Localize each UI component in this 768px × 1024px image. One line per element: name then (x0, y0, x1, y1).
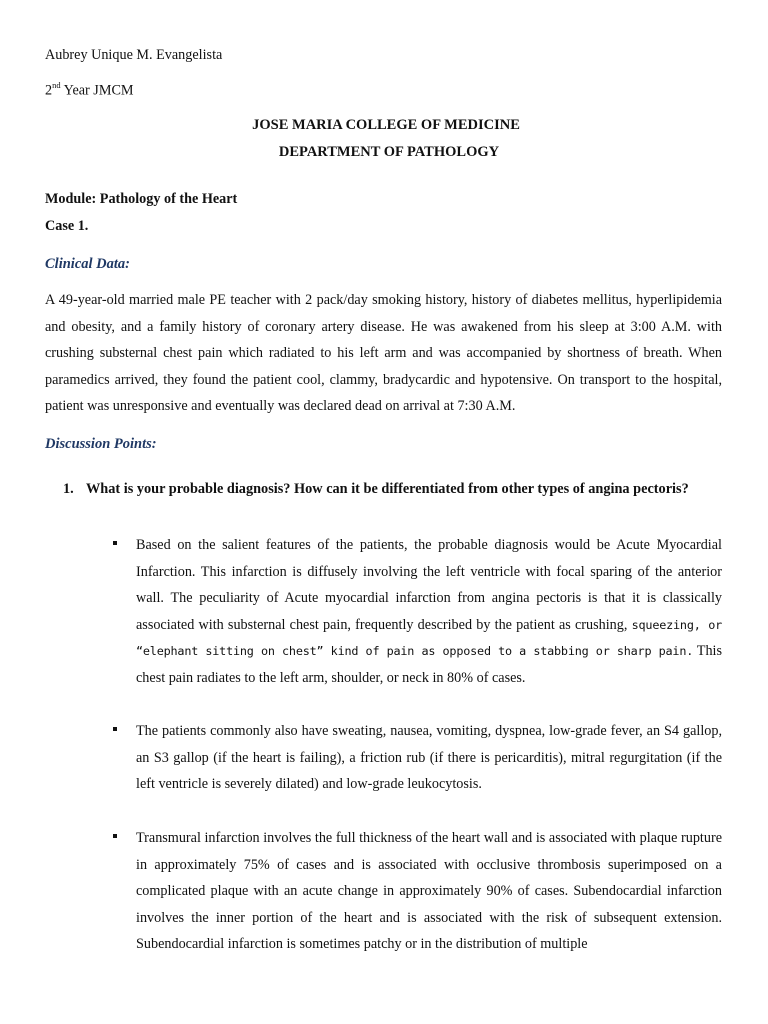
module-label: Module: Pathology of the Heart (45, 191, 238, 207)
square-bullet-icon (113, 727, 117, 731)
question-text: What is your probable diagnosis? How can it be differentiated from other types of angina pectoris? (86, 481, 689, 497)
bullet-text-part-3: This chest pain radiates to the left arm, shoulder, or neck in 80% of cases. (136, 643, 723, 686)
clinical-data-heading: Clinical Data: (45, 256, 130, 272)
square-bullet-icon (113, 541, 117, 545)
discussion-points-heading: Discussion Points: (45, 436, 157, 452)
bullet-text: The patients commonly also have sweating, nausea, vomiting, dyspnea, low-grade fever, an S4 gallop, an S3 gallop (if the heart is failing), a friction rub (if there is pericarditis), mitral regurgitation (if the left ventricle is severely dilated) and low-grade leukocytosis. (136, 723, 722, 792)
bullet-text (136, 532, 722, 691)
square-bullet-icon (113, 834, 117, 838)
bullet-text-part-1: Based on the salient features of the patients, the probable diagnosis would be Acute Myocardial Infarction. This infarction is diffusely involving the left ventricle with focal sparing of the anterior wall. The peculiarity of Acute myocardial infarction from angina pectoris is that it is classically associated with substernal chest pain, frequently described by the patient as crushing, (136, 537, 722, 633)
author-name: Aubrey Unique M. Evangelista (45, 47, 223, 63)
clinical-data-text: A 49-year-old married male PE teacher with 2 pack/day smoking history, history of diabetes mellitus, hyperlipidemia and obesity, and a family history of coronary artery disease. He was awakened from his sleep at 3:00 A.M. with crushing substernal chest pain which radiated to his left arm and was accompanied by shortness of breath. When paramedics arrived, they found the patient cool, clammy, bradycardic and hypotensive. On transport to the hospital, patient was unresponsive and eventually was declared dead on arrival at 7:30 A.M. (45, 292, 722, 414)
year-ordinal: nd (52, 80, 61, 90)
case-label: Case 1. (45, 218, 89, 234)
department-title: DEPARTMENT OF PATHOLOGY (278, 144, 500, 160)
college-title: JOSE MARIA COLLEGE OF MEDICINE (252, 117, 520, 133)
year-number: 2 (45, 82, 53, 99)
question-number: 1. (63, 481, 74, 497)
bullet-text-part-2: squeezing, or “elephant sitting on chest” kind of pain as opposed to a stabbing or sharp pain. (136, 617, 722, 658)
bullet-text: Transmural infarction involves the full thickness of the heart wall and is associated with plaque rupture in approximately 75% of cases and is associated with occlusive thrombosis superimposed on a complicated plaque with an acute change in approximately 90% of cases. Subendocardial infarction involves the inner portion of the heart and is associated with the risk of subsequent extension. Subendocardial infarction is sometimes patchy or in the distribution of multiple (136, 830, 722, 952)
year-label: Year JMCM (60, 82, 134, 99)
year-level (45, 81, 134, 100)
question-1 (63, 481, 689, 498)
